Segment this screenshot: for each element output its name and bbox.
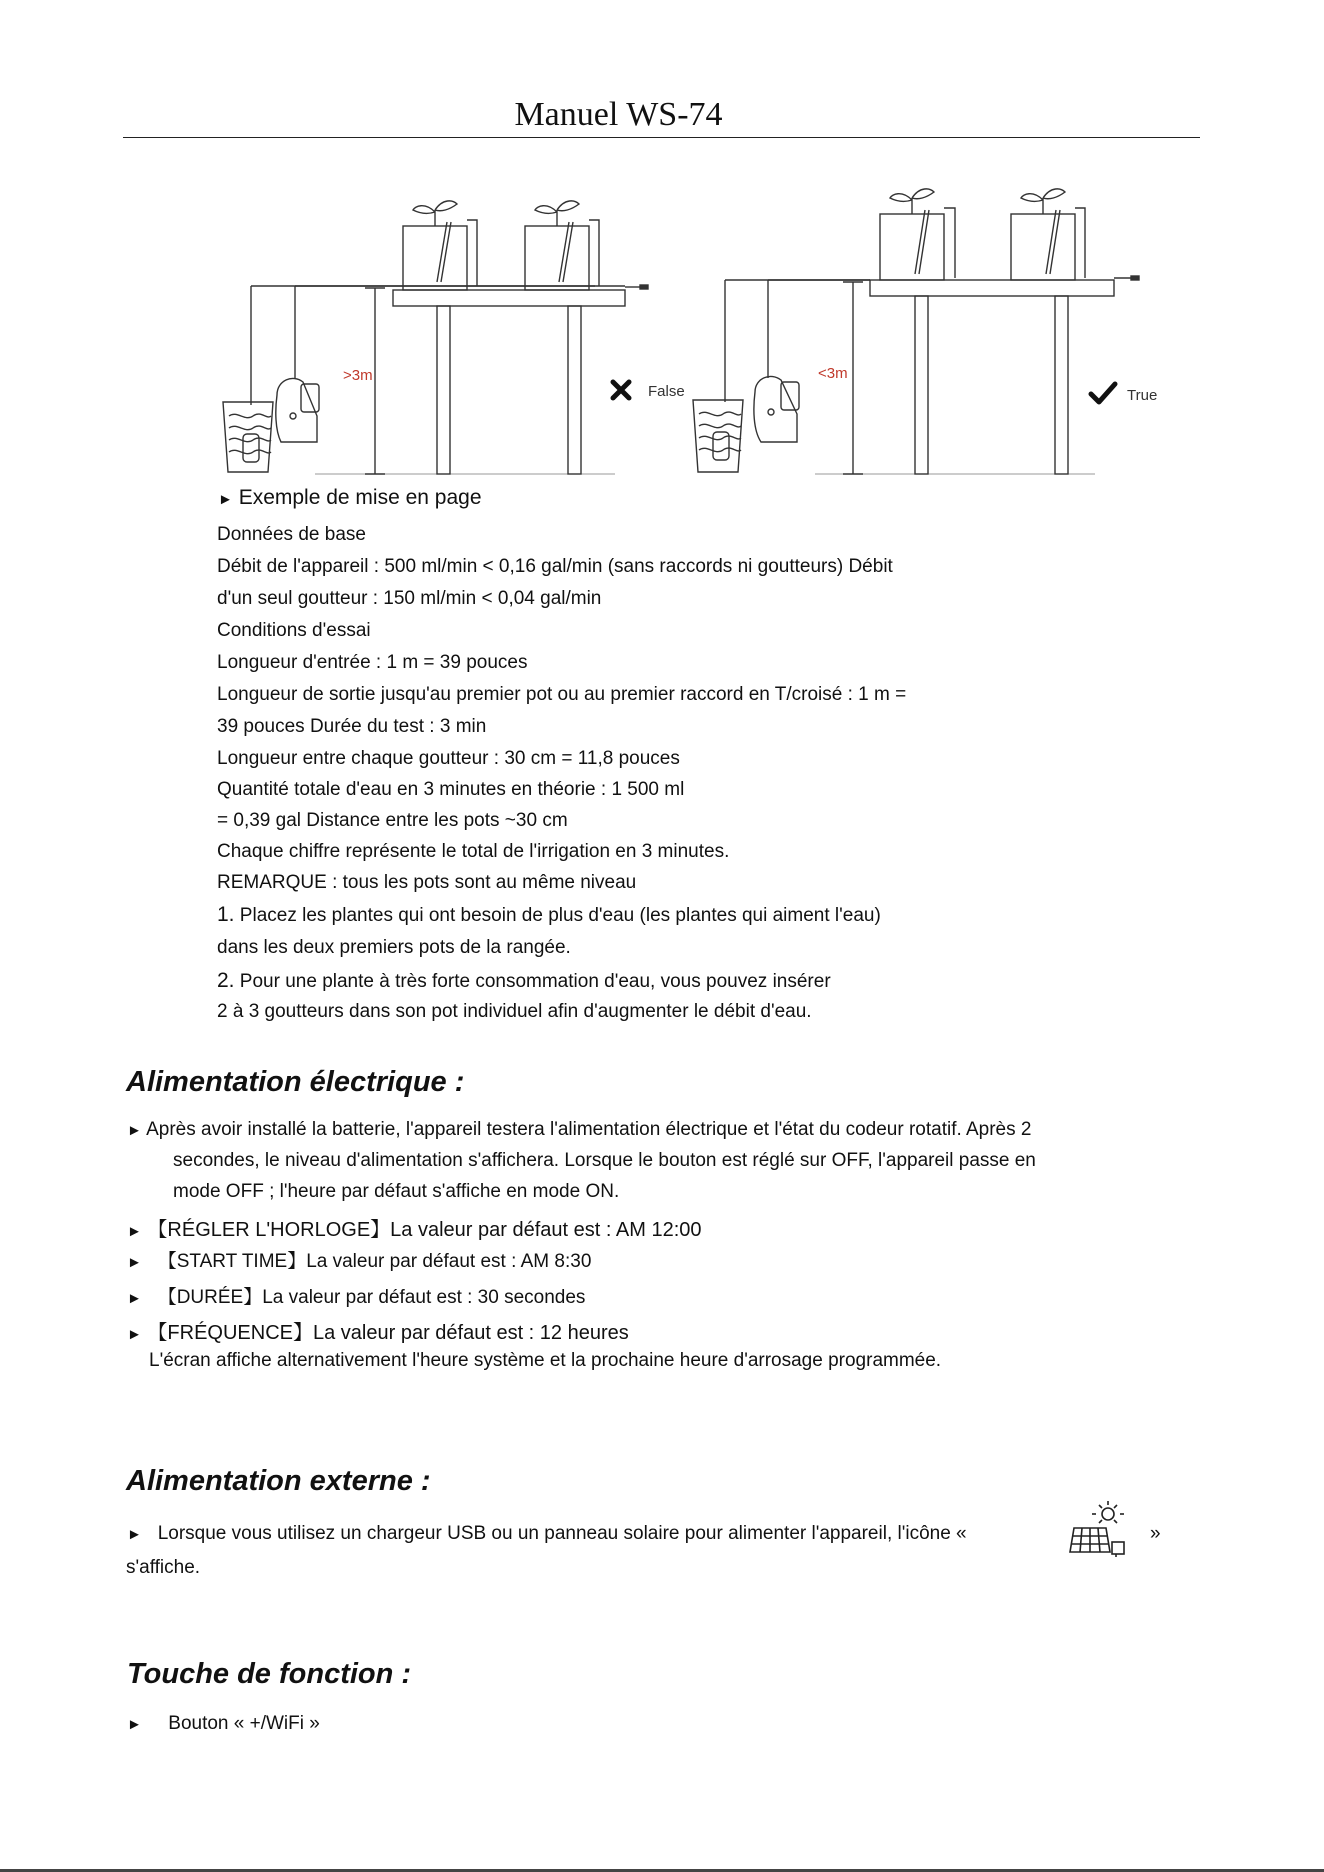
- left-height-label: >3m: [343, 367, 373, 384]
- page-title: Manuel WS-74: [514, 96, 723, 133]
- close-quote: »: [1150, 1523, 1161, 1544]
- function-key-item: ► Bouton « +/WiFi »: [127, 1713, 320, 1734]
- cross-icon: [613, 382, 629, 398]
- function-key-heading: Touche de fonction :: [127, 1658, 412, 1690]
- external-power-tail: s'affiche.: [126, 1557, 201, 1578]
- spec-line: Quantité totale d'eau en 3 minutes en théorie : 1 500 ml: [217, 779, 685, 800]
- bullet-icon: ►: [127, 1223, 142, 1240]
- tip-item: 1. Placez les plantes qui ont besoin de plus d'eau (les plantes qui aiment l'eau): [217, 903, 881, 926]
- true-label: True: [1127, 387, 1158, 404]
- default-item-clock: ► 【RÉGLER L'HORLOGE】La valeur par défaut est : AM 12:00: [127, 1219, 702, 1241]
- solar-panel-icon: [1068, 1500, 1132, 1558]
- bullet-icon: ►: [127, 1290, 142, 1307]
- header-divider: [123, 137, 1200, 138]
- spec-line: Chaque chiffre représente le total de l'irrigation en 3 minutes.: [217, 841, 730, 862]
- spec-line: Données de base: [217, 524, 366, 545]
- default-item-start-time: ► 【START TIME】La valeur par défaut est : AM 8:30: [127, 1251, 592, 1272]
- power-heading: Alimentation électrique :: [126, 1066, 465, 1098]
- bullet-icon: ►: [127, 1254, 142, 1271]
- spec-line: Débit de l'appareil : 500 ml/min < 0,16 gal/min (sans raccords ni goutteurs) Débit: [217, 556, 893, 577]
- spec-line: REMARQUE : tous les pots sont au même niveau: [217, 872, 637, 893]
- false-label: False: [648, 383, 685, 400]
- spec-line: Conditions d'essai: [217, 620, 371, 641]
- external-power-text: ► Lorsque vous utilisez un chargeur USB ou un panneau solaire pour alimenter l'appareil, l'icône «: [127, 1523, 967, 1544]
- spec-line: Longueur entre chaque goutteur : 30 cm = 11,8 pouces: [217, 748, 680, 769]
- bullet-icon: ►: [127, 1122, 142, 1139]
- bullet-icon: ►: [127, 1526, 142, 1543]
- right-setup: [693, 189, 1139, 474]
- external-power-heading: Alimentation externe :: [126, 1465, 431, 1497]
- checkmark-icon: [1091, 384, 1115, 402]
- tip-continuation: dans les deux premiers pots de la rangée.: [217, 937, 571, 958]
- display-note: L'écran affiche alternativement l'heure système et la prochaine heure d'arrosage programmée.: [149, 1350, 942, 1371]
- specs-block: [217, 525, 906, 1033]
- spec-line: d'un seul goutteur : 150 ml/min < 0,04 gal/min: [217, 588, 602, 609]
- bullet-icon: ►: [127, 1716, 142, 1733]
- figure-caption: ► Exemple de mise en page: [218, 486, 482, 509]
- defaults-list: [127, 1220, 941, 1381]
- spec-line: 39 pouces Durée du test : 3 min: [217, 716, 487, 737]
- tip-continuation: 2 à 3 goutteurs dans son pot individuel afin d'augmenter le débit d'eau.: [217, 1001, 812, 1022]
- spec-line: Longueur de sortie jusqu'au premier pot ou au premier raccord en T/croisé : 1 m =: [217, 684, 907, 705]
- default-item-frequency: ► 【FRÉQUENCE】La valeur par défaut est : 12 heures: [127, 1322, 629, 1344]
- power-intro: ► Après avoir installé la batterie, l'appareil testera l'alimentation électrique et l'état du codeur rotatif. Après 2 secondes, le niveau d'alimentation s'affichera. Lorsque le bouton est réglé sur OFF, l'appareil passe en mode OFF ; l'heure par défaut s'affiche en mode ON.: [127, 1119, 1036, 1202]
- spec-line: Longueur d'entrée : 1 m = 39 pouces: [217, 652, 528, 673]
- default-item-duration: ► 【DURÉE】La valeur par défaut est : 30 secondes: [127, 1287, 586, 1308]
- bullet-icon: ►: [127, 1326, 142, 1343]
- right-height-label: <3m: [818, 365, 848, 382]
- spec-line: = 0,39 gal Distance entre les pots ~30 cm: [217, 810, 568, 831]
- bullet-icon: ►: [218, 491, 233, 508]
- tip-item: 2. Pour une plante à très forte consommation d'eau, vous pouvez insérer: [217, 969, 831, 992]
- left-setup: [223, 201, 648, 474]
- layout-example-figure: [215, 180, 1175, 480]
